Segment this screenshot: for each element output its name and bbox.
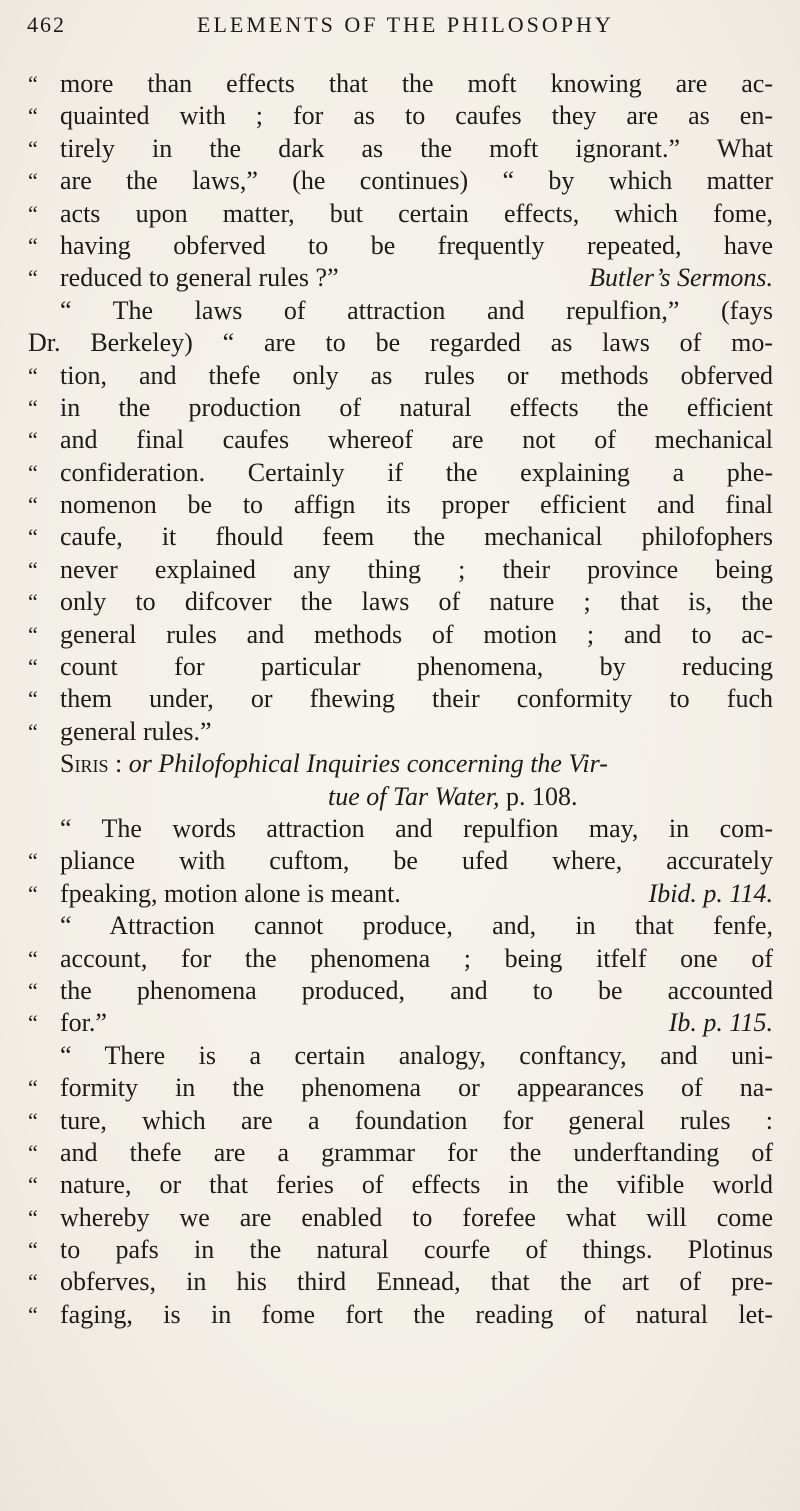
text-line: “ account, for the phenomena ; being itfelf one of — [28, 943, 773, 973]
text-line: “ formity in the phenomena or appearances of na- — [28, 1073, 773, 1103]
text-line: “ whereby we are enabled to forefee what will come — [28, 1202, 773, 1232]
text-line: “ ture, which are a foundation for general rules : — [28, 1105, 773, 1135]
text-line: “ tirely in the dark as the moft ignorant.” What — [28, 133, 773, 163]
text-line: “ the phenomena produced, and to be accounted — [28, 975, 773, 1005]
text-line: “ more than effects that the moft knowing are ac- — [28, 69, 773, 98]
text-line: “ obferves, in his third Ennead, that the art of pre- — [28, 1267, 773, 1297]
text-line: “ confideration. Certainly if the explaining a phe- — [28, 457, 773, 487]
running-title: ELEMENTS OF THE PHILOSOPHY — [197, 12, 614, 37]
text-line: “ The laws of attraction and repulfion,” (fays — [60, 295, 773, 325]
text-line: “ tion, and thefe only as rules or methods obferved — [28, 360, 773, 390]
text-line: “ There is a certain analogy, conftancy, and uni- — [60, 1040, 773, 1070]
siris-citation-line-2: tue of Tar Water, p. 108. — [328, 781, 578, 811]
text-line: “ count for particular phenomena, by reducing — [28, 652, 773, 682]
text-line: “ pliance with cuftom, be ufed where, accurately — [28, 846, 773, 876]
text-line: “ and thefe are a grammar for the underftanding of — [28, 1137, 773, 1167]
text-line: “ never explained any thing ; their province being — [28, 554, 773, 584]
citation-butler: Butler’s Sermons. — [589, 263, 773, 293]
text-line: “ in the production of natural effects the efficient — [28, 392, 773, 422]
text-line: “ The words attraction and repulfion may, in com- — [60, 813, 773, 843]
text-line: Dr. Berkeley) “ are to be regarded as laws of mo- — [28, 328, 773, 358]
text-line: “ them under, or fhewing their conformity to fuch — [28, 684, 773, 714]
text-line: “ fpeaking, motion alone is meant. Ibid. p. 114. — [28, 878, 773, 910]
text-line: “ general rules.” — [28, 716, 212, 746]
citation-ib: Ib. p. 115. — [668, 1008, 773, 1038]
text-line: “ nature, or that feries of effects in the vifible world — [28, 1170, 773, 1200]
text-line: “ are the laws,” (he continues) “ by which matter — [28, 166, 773, 196]
text-line: “ and final caufes whereof are not of mechanical — [28, 425, 773, 455]
page-body — [28, 68, 773, 1331]
text-line: “ acts upon matter, but certain effects, which fome, — [28, 198, 773, 228]
page-number: 462 — [27, 12, 66, 37]
text-line: “ for.” Ib. p. 115. — [28, 1007, 773, 1039]
text-line: “ reduced to general rules ?” Butler’s Sermons. — [28, 262, 773, 294]
text-line: “ caufe, it fhould feem the mechanical philofophers — [28, 522, 773, 552]
text-line: “ nomenon be to affign its proper efficient and final — [28, 490, 773, 520]
text-line: “ quainted with ; for as to caufes they are as en- — [28, 101, 773, 131]
citation-ibid: Ibid. p. 114. — [648, 878, 773, 908]
running-header — [27, 8, 727, 48]
siris-citation-line-1: Siris : or Philofophical Inquiries concerning the Vir- — [60, 749, 608, 779]
text-line: “ faging, is in fome fort the reading of natural let- — [28, 1299, 773, 1329]
text-line: “ Attraction cannot produce, and, in that fenfe, — [60, 911, 773, 941]
text-line: “ general rules and methods of motion ; and to ac- — [28, 619, 773, 649]
text-line: “ having obferved to be frequently repeated, have — [28, 230, 773, 260]
text-line: “ to pafs in the natural courfe of things. Plotinus — [28, 1235, 773, 1265]
text-line: “ only to difcover the laws of nature ; that is, the — [28, 587, 773, 617]
